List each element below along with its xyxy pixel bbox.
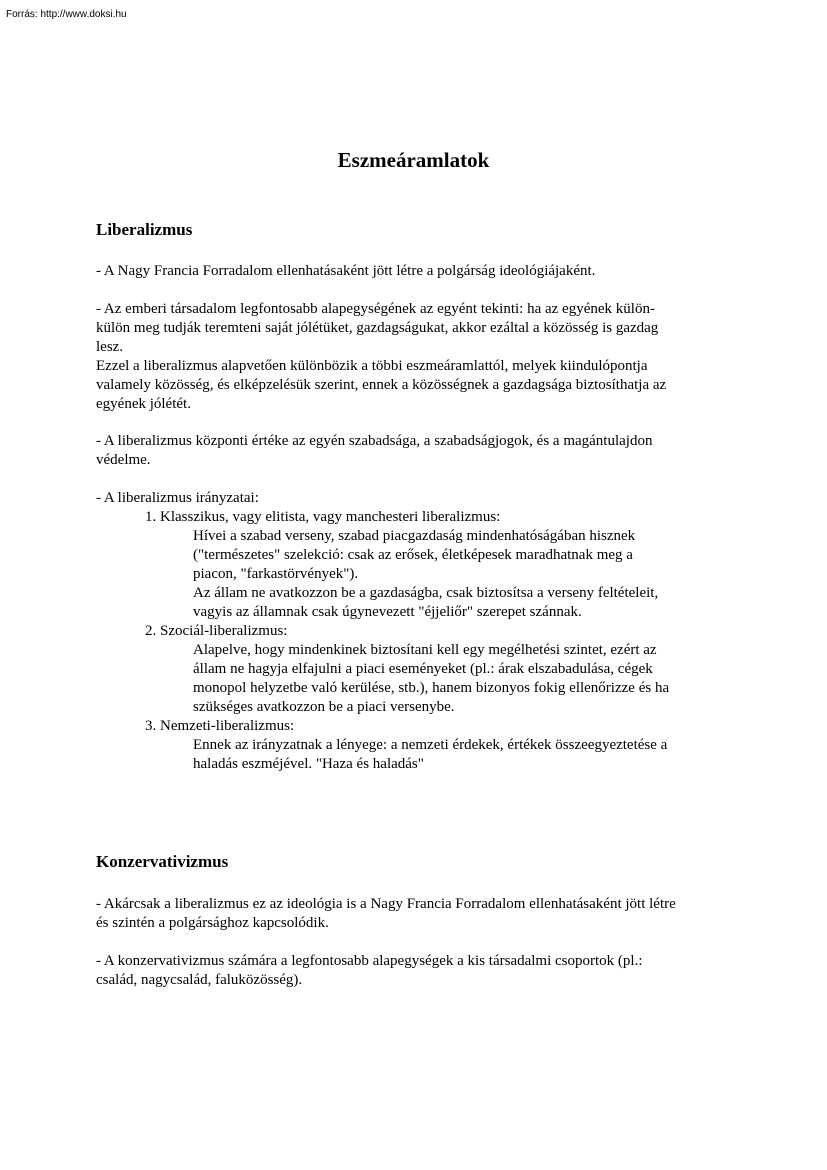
list-item-body (193, 641, 733, 717)
text-line: haladás eszméjével. "Haza és haladás" (193, 756, 424, 772)
liberalizmus-paragraph-3 (96, 432, 736, 470)
list-item-label: 3. Nemzeti-liberalizmus: (145, 718, 295, 734)
text-line: - Akárcsak a liberalizmus ez az ideológia is a Nagy Francia Forradalom ellenhatásaként jött létre (96, 896, 676, 912)
text-line: Ennek az irányzatnak a lényege: a nemzeti érdekek, értékek összeegyeztetése a (193, 737, 668, 753)
text-line: szükséges avatkozzon be a piaci versenybe. (193, 699, 455, 715)
list-item-label: 2. Szociál-liberalizmus: (145, 623, 288, 639)
text-line: - A liberalizmus központi értéke az egyén szabadsága, a szabadságjogok, és a magántulajdon (96, 433, 653, 449)
text-line: piacon, "farkastörvények"). (193, 566, 359, 582)
text-line: egyének jólétét. (96, 396, 191, 412)
source-url: Forrás: http://www.doksi.hu (6, 9, 127, 20)
liberalizmus-paragraph-4 (96, 489, 736, 508)
text-line: - A Nagy Francia Forradalom ellenhatásaként jött létre a polgárság ideológiájaként. (96, 263, 596, 279)
konzervativizmus-paragraph-1 (96, 895, 736, 933)
text-line: védelme. (96, 452, 151, 468)
text-line: Hívei a szabad verseny, szabad piacgazdaság mindenhatóságában hisznek (193, 528, 636, 544)
text-line: monopol helyzetbe való kerülése, stb.), hanem bizonyos fokig ellenőrizze és ha (193, 680, 670, 696)
text-line: - A konzervativizmus számára a legfontosabb alapegységek a kis társadalmi csoportok (pl.: (96, 953, 643, 969)
section-heading-konzervativizmus: Konzervativizmus (96, 852, 229, 871)
text-line: Alapelve, hogy mindenkinek biztosítani kell egy megélhetési szintet, ezért az (193, 642, 657, 658)
text-line: ("természetes" szelekció: csak az erősek, életképesek maradhatnak meg a (193, 547, 633, 563)
text-line: külön meg tudják teremteni saját jólétüket, gazdagságukat, akkor ezáltal a közösség is gazdag (96, 320, 659, 336)
konzervativizmus-paragraph-2 (96, 952, 736, 990)
text-line: és szintén a polgársághoz kapcsolódik. (96, 915, 329, 931)
list-item-body (193, 736, 733, 774)
page-title: Eszmeáramlatok (337, 148, 490, 172)
text-line: Az állam ne avatkozzon be a gazdaságba, csak biztosítsa a verseny feltételeit, (193, 585, 659, 601)
list-item-body (193, 527, 733, 622)
section-heading-liberalizmus: Liberalizmus (96, 220, 193, 239)
text-line: - A liberalizmus irányzatai: (96, 490, 259, 506)
text-line: Ezzel a liberalizmus alapvetően különbözik a többi eszmeáramlattól, melyek kiindulópontja (96, 358, 648, 374)
text-line: - Az emberi társadalom legfontosabb alapegységének az egyént tekinti: ha az egyének külön- (96, 301, 655, 317)
text-line: család, nagycsalád, faluközösség). (96, 972, 303, 988)
list-item-label: 1. Klasszikus, vagy elitista, vagy manchesteri liberalizmus: (145, 509, 501, 525)
text-line: vagyis az államnak csak úgynevezett "éjjeliőr" szerepet szánnak. (193, 604, 582, 620)
liberalizmus-paragraph-2 (96, 300, 736, 414)
liberalizmus-paragraph-1 (96, 262, 736, 281)
text-line: állam ne hagyja elfajulni a piaci eseményeket (pl.: árak elszabadulása, cégek (193, 661, 653, 677)
text-line: valamely közösség, és elképzelésük szerint, ennek a közösségnek a gazdagsága biztosíthatja az (96, 377, 667, 393)
text-line: lesz. (96, 339, 124, 355)
